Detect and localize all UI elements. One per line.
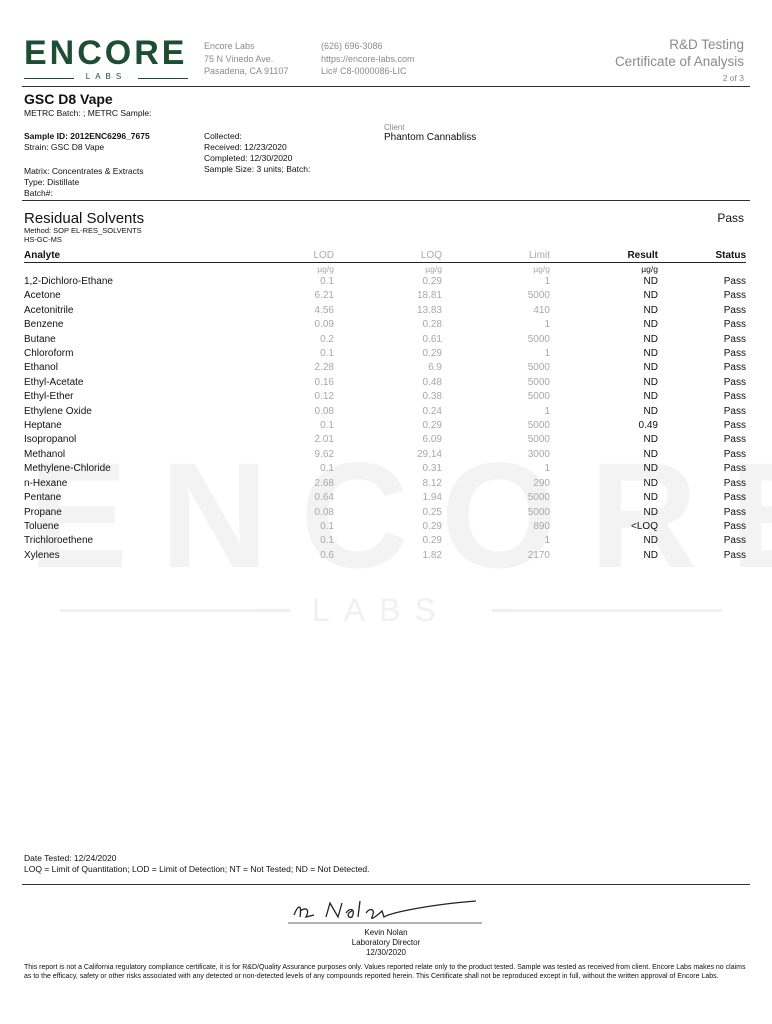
loq-cell: 6.09 (422, 434, 442, 446)
result-cell: ND (643, 434, 658, 446)
result-cell: ND (643, 477, 658, 489)
loq-cell: 0.28 (422, 319, 442, 331)
header-limit: Limit (442, 249, 550, 263)
analyte-cell: Pentane (24, 492, 62, 504)
limit-cell: 5000 (527, 376, 550, 388)
status-cell: Pass (723, 276, 746, 287)
analyte-cell: Toluene (24, 520, 60, 532)
lab-website[interactable]: https://encore-labs.com (321, 53, 415, 64)
table-row (24, 289, 746, 303)
lab-address-line1: 75 N Vinedo Ave. (204, 53, 274, 64)
loq-cell: 0.38 (422, 391, 442, 403)
table-row (24, 477, 746, 491)
status-cell: Pass (723, 333, 746, 345)
table-row (24, 405, 746, 419)
lod-cell: 0.1 (320, 348, 334, 360)
section-divider (22, 200, 750, 201)
section-status: Pass (717, 211, 744, 225)
lod-cell: 4.56 (314, 304, 334, 316)
status-cell: Pass (723, 549, 746, 561)
completed: Completed: 12/30/2020 (204, 153, 293, 163)
section-title: Residual Solvents (24, 210, 145, 227)
analyte-cell: Heptane (24, 420, 62, 432)
status-cell: Pass (723, 448, 746, 460)
type: Type: Distillate (24, 177, 80, 187)
status-cell: Pass (723, 477, 746, 489)
status-cell: Pass (723, 506, 746, 518)
limit-cell: 5000 (527, 420, 550, 432)
analyte-cell: Chloroform (24, 348, 74, 360)
status-cell: Pass (723, 420, 746, 432)
matrix-block (24, 166, 144, 199)
lab-address-line2: Pasadena, CA 91107 (204, 66, 289, 76)
loq-cell: 0.48 (422, 376, 442, 388)
table-body (24, 263, 746, 564)
status-cell: Pass (723, 319, 746, 331)
lab-name: Encore Labs (204, 41, 255, 51)
lod-cell: 0.1 (320, 463, 334, 475)
loq-cell: 0.31 (422, 463, 442, 475)
analyte-cell: Xylenes (24, 549, 60, 561)
unit-cell: µg/g (317, 264, 334, 274)
header-lod: LOD (284, 249, 334, 263)
result-cell: ND (643, 549, 658, 561)
lod-cell: 9.62 (314, 448, 334, 460)
loq-cell: 0.29 (422, 535, 442, 547)
limit-cell: 3000 (527, 448, 550, 460)
signature-image (286, 895, 486, 927)
lod-cell: 0.6 (320, 549, 334, 561)
strain: Strain: GSC D8 Vape (24, 142, 105, 152)
lod-cell: 0.1 (320, 276, 334, 287)
result-cell: <LOQ (631, 520, 658, 532)
signer-name: Kevin Nolan (364, 928, 408, 937)
page-number: 2 of 3 (722, 73, 744, 83)
loq-cell: 0.29 (422, 276, 442, 287)
table-row (24, 390, 746, 404)
result-cell: ND (643, 276, 658, 287)
table-row (24, 549, 746, 563)
analyte-cell: 1,2-Dichloro-Ethane (24, 276, 113, 287)
report-subtitle: Certificate of Analysis (614, 54, 744, 69)
limit-cell: 410 (533, 304, 550, 316)
header-result: Result (550, 249, 658, 263)
result-cell: ND (643, 319, 658, 331)
limit-cell: 2170 (527, 549, 550, 561)
status-cell: Pass (723, 290, 746, 302)
analyte-cell: Methanol (24, 448, 66, 460)
limit-cell: 5000 (527, 290, 550, 302)
result-cell: ND (643, 535, 658, 547)
limit-cell: 1 (544, 463, 550, 475)
received: Received: 12/23/2020 (204, 142, 287, 152)
lab-contact-block (321, 40, 415, 78)
lod-cell: 2.01 (314, 434, 334, 446)
limit-cell: 1 (544, 405, 550, 417)
lod-cell: 0.1 (320, 535, 334, 547)
table-row (24, 506, 746, 520)
loq-cell: 0.25 (422, 506, 442, 518)
result-cell: ND (643, 506, 658, 518)
client-name: Phantom Cannabliss (384, 132, 477, 143)
analyte-cell: n-Hexane (24, 477, 68, 489)
method: Method: SOP EL-RES_SOLVENTS (24, 226, 142, 235)
sample-size: Sample Size: 3 units; Batch: (204, 164, 311, 174)
lod-cell: 6.21 (314, 290, 334, 302)
unit-cell: µg/g (425, 264, 442, 274)
status-cell: Pass (723, 520, 746, 532)
table-row (24, 462, 746, 476)
report-title-block (615, 36, 744, 83)
disclaimer: This report is not a California regulatory compliance certificate, it is for R&D/Quality Assurance purposes only. Values reported relate only to the product tested. Sample was tested as received from client. Encore Labs makes no claims as to the efficacy, safety or other risks associated with any detected or non-detected levels of any compounds reported herein. This Certificate shall not be reproduced except in full, without the written approval of Encore Labs. (24, 964, 746, 980)
table-row (24, 361, 746, 375)
table-row (24, 491, 746, 505)
watermark-line-right (492, 609, 722, 612)
status-cell: Pass (723, 463, 746, 475)
status-cell: Pass (723, 376, 746, 388)
table-row (24, 275, 746, 289)
company-logo (24, 36, 188, 84)
logo-sub: LABS (24, 72, 188, 84)
watermark-sub-text: LABS (312, 592, 450, 628)
table-row (24, 433, 746, 447)
table-row (24, 318, 746, 332)
table-row (24, 304, 746, 318)
status-cell: Pass (723, 405, 746, 417)
unit-cell (658, 263, 746, 276)
limit-cell: 1 (544, 319, 550, 331)
status-cell: Pass (723, 362, 746, 374)
analyte-cell: Acetonitrile (24, 304, 74, 316)
status-cell: Pass (723, 535, 746, 547)
lod-cell: 0.1 (320, 420, 334, 432)
lod-cell: 2.68 (314, 477, 334, 489)
limit-cell: 1 (544, 276, 550, 287)
status-cell: Pass (723, 434, 746, 446)
loq-cell: 6.9 (428, 362, 442, 374)
collection-block (204, 131, 310, 175)
header-status: Status (658, 249, 746, 263)
loq-cell: 1.94 (422, 492, 442, 504)
analyte-cell: Ethyl-Ether (24, 391, 74, 403)
loq-cell: 0.29 (422, 420, 442, 432)
client-label: Client (384, 123, 405, 132)
units-row (24, 263, 746, 276)
result-cell: ND (643, 290, 658, 302)
analyte-cell: Benzene (24, 319, 64, 331)
lod-cell: 0.1 (320, 520, 334, 532)
loq-cell: 29.14 (416, 448, 442, 460)
analyte-cell: Isopropanol (24, 434, 77, 446)
lod-cell: 0.08 (314, 405, 334, 417)
client-block (384, 123, 476, 143)
result-cell: ND (643, 391, 658, 403)
header-analyte: Analyte (24, 249, 284, 263)
analyte-cell: Methylene-Chloride (24, 463, 111, 475)
header-divider (22, 86, 750, 87)
table-row (24, 419, 746, 433)
report-title: R&D Testing (669, 37, 744, 52)
result-cell: ND (643, 304, 658, 316)
status-cell: Pass (723, 304, 746, 316)
unit-cell: µg/g (641, 264, 658, 274)
loq-cell: 13.83 (416, 304, 442, 316)
abbreviation-legend: LOQ = Limit of Quantitation; LOD = Limit of Detection; NT = Not Tested; ND = Not Detected. (24, 864, 370, 874)
analyte-cell: Trichloroethene (24, 535, 94, 547)
metrc-info: METRC Batch: ; METRC Sample: (24, 108, 152, 118)
sample-id-block (24, 131, 150, 153)
result-cell: ND (643, 376, 658, 388)
limit-cell: 5000 (527, 434, 550, 446)
analyte-cell: Ethyl-Acetate (24, 376, 84, 388)
limit-cell: 1 (544, 348, 550, 360)
loq-cell: 0.29 (422, 348, 442, 360)
lod-cell: 0.2 (320, 333, 334, 345)
sample-id: Sample ID: 2012ENC6296_7675 (24, 131, 150, 141)
limit-cell: 5000 (527, 362, 550, 374)
analyte-cell: Butane (24, 333, 56, 345)
limit-cell: 5000 (527, 506, 550, 518)
unit-cell (24, 263, 284, 276)
result-cell: ND (643, 348, 658, 360)
footer-divider (22, 884, 750, 885)
lab-license: Lic# C8-0000086-LIC (321, 66, 407, 76)
loq-cell: 0.24 (422, 405, 442, 417)
table-row (24, 448, 746, 462)
results-table (24, 249, 746, 563)
result-cell: ND (643, 362, 658, 374)
limit-cell: 290 (533, 477, 550, 489)
analyte-cell: Acetone (24, 290, 61, 302)
status-cell: Pass (723, 492, 746, 504)
lab-address-block (204, 40, 288, 78)
status-cell: Pass (723, 348, 746, 360)
analyte-cell: Propane (24, 506, 62, 518)
sign-date: 12/30/2020 (365, 948, 407, 957)
logo-word: ENCORE (24, 34, 188, 72)
table-row (24, 534, 746, 548)
result-cell: ND (643, 333, 658, 345)
loq-cell: 0.61 (422, 333, 442, 345)
lod-cell: 0.08 (314, 506, 334, 518)
table-row (24, 347, 746, 361)
loq-cell: 18.81 (416, 290, 442, 302)
table-row (24, 376, 746, 390)
limit-cell: 890 (533, 520, 550, 532)
analyte-cell: Ethanol (24, 362, 58, 374)
lod-cell: 2.28 (314, 362, 334, 374)
lab-phone: (626) 696-3086 (321, 41, 383, 51)
loq-cell: 1.82 (422, 549, 442, 561)
limit-cell: 5000 (527, 333, 550, 345)
loq-cell: 0.29 (422, 520, 442, 532)
limit-cell: 5000 (527, 391, 550, 403)
watermark-logo-sub (0, 592, 772, 632)
sample-title: GSC D8 Vape (24, 91, 113, 107)
table-row (24, 520, 746, 534)
status-cell: Pass (723, 391, 746, 403)
signer-block (0, 928, 772, 958)
result-cell: ND (643, 463, 658, 475)
result-cell: ND (643, 448, 658, 460)
collected: Collected: (204, 131, 242, 141)
result-cell: ND (643, 492, 658, 504)
lod-cell: 0.09 (314, 319, 334, 331)
limit-cell: 1 (544, 535, 550, 547)
result-cell: 0.49 (638, 420, 658, 432)
unit-cell: µg/g (533, 264, 550, 274)
signer-title: Laboratory Director (351, 938, 421, 947)
result-cell: ND (643, 405, 658, 417)
lod-cell: 0.16 (314, 376, 334, 388)
lod-cell: 0.12 (314, 391, 334, 403)
date-tested: Date Tested: 12/24/2020 (24, 853, 117, 863)
loq-cell: 8.12 (422, 477, 442, 489)
watermark-line-left (60, 609, 290, 612)
header-loq: LOQ (334, 249, 442, 263)
table-row (24, 333, 746, 347)
analyte-cell: Ethylene Oxide (24, 405, 92, 417)
matrix: Matrix: Concentrates & Extracts (24, 166, 144, 176)
batch: Batch#: (24, 188, 53, 198)
instrument: HS-GC-MS (24, 235, 62, 244)
method-block (24, 226, 142, 244)
table-header-row (24, 249, 746, 263)
limit-cell: 5000 (527, 492, 550, 504)
lod-cell: 0.64 (314, 492, 334, 504)
footer-notes (24, 853, 370, 875)
